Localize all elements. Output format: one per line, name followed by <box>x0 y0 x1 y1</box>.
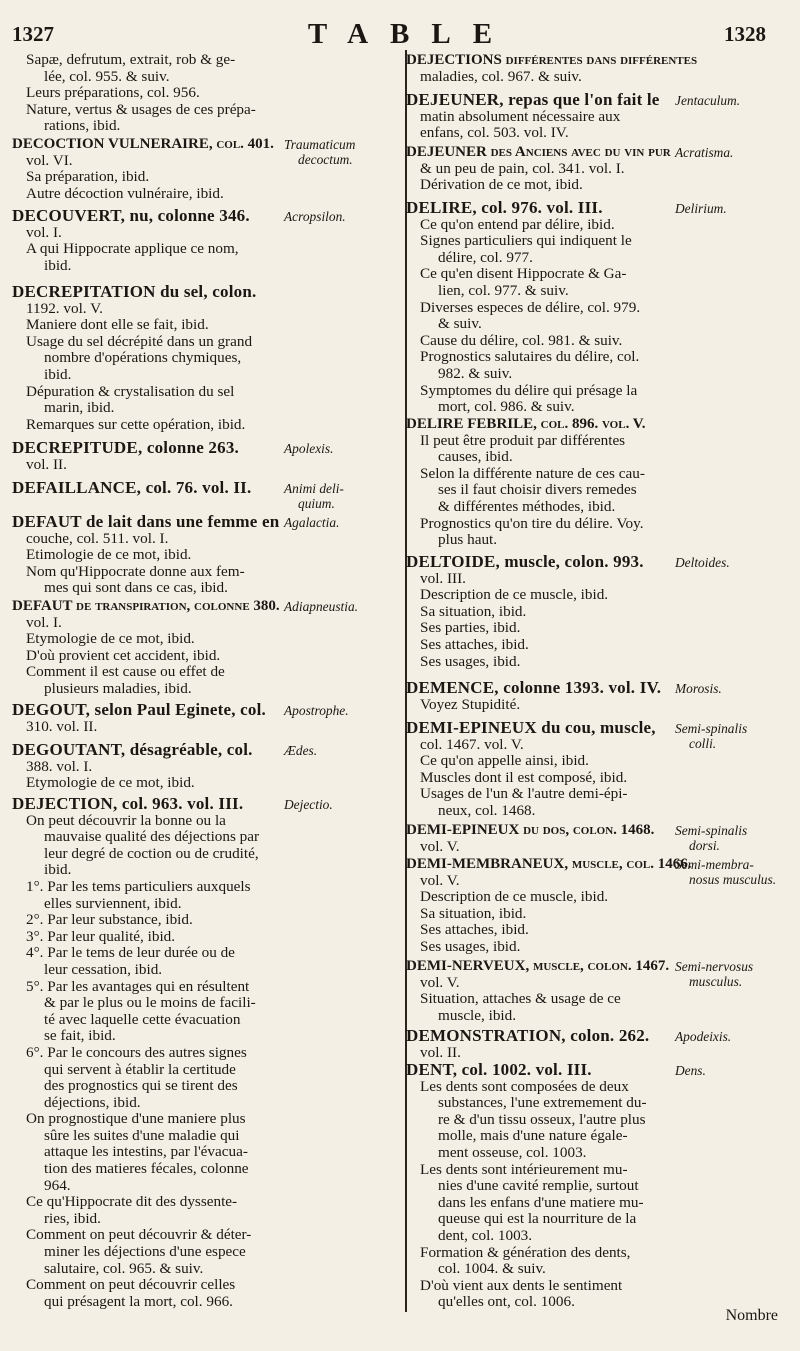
entry-subline: des prognostics qui se tirent des <box>44 1077 238 1095</box>
entry-subline: té avec laquelle cette évacuation <box>44 1010 241 1028</box>
latin-term-line: Apodeixis. <box>675 1029 732 1044</box>
entry-subline: Comment on peut découvrir celles <box>26 1276 236 1294</box>
entry-subline: leur cessation, ibid. <box>44 960 163 978</box>
entry-subline: causes, ibid. <box>438 448 513 466</box>
latin-term-line: Ædes. <box>284 743 318 758</box>
entry-subline: ment osseuse, col. 1003. <box>438 1143 587 1161</box>
latin-term-note <box>675 959 753 989</box>
index-entry <box>12 796 396 1310</box>
index-entry <box>12 702 396 735</box>
entry-subline: plusieurs maladies, ibid. <box>44 679 192 697</box>
entry-subline: & par le plus ou le moins de facili- <box>44 994 256 1012</box>
entry-subline: 2°. Par leur substance, ibid. <box>26 911 193 929</box>
entry-subline: lée, col. 955. & suiv. <box>44 67 170 85</box>
entry-subline: Autre décoction vulnéraire, ibid. <box>26 184 224 202</box>
entry-subline: Selon la différente nature de ces cau- <box>420 464 645 482</box>
entry-subline: 964. <box>44 1176 71 1194</box>
entry-subline: Remarques sur cette opération, ibid. <box>26 415 246 433</box>
index-entry <box>406 554 791 670</box>
entry-subline: délire, col. 977. <box>438 248 533 266</box>
index-entry <box>406 416 791 549</box>
index-entry <box>12 284 396 433</box>
index-entry <box>12 742 396 792</box>
index-entry <box>406 958 791 1024</box>
entry-subline: nies d'une cavité remplie, surtout <box>438 1177 639 1195</box>
entry-subline: Situation, attaches & usage de ce <box>420 990 621 1008</box>
entry-subline: Etymologie de ce mot, ibid. <box>26 774 195 792</box>
entry-subline: mes qui sont dans ce cas, ibid. <box>44 579 228 597</box>
entry-subline: Ses usages, ibid. <box>420 937 521 955</box>
entry-subline: 3°. Par leur qualité, ibid. <box>26 927 176 945</box>
entry-subline: muscle, ibid. <box>438 1006 517 1024</box>
entry-headword: DEFAILLANCE, col. 76. vol. II. <box>12 478 252 497</box>
entry-subline: lien, col. 977. & suiv. <box>438 281 569 299</box>
entry-subline: vol. II. <box>420 1043 461 1061</box>
entry-subline: ses il faut choisir divers remedes <box>438 481 637 499</box>
latin-term-line: Agalactia. <box>284 515 340 530</box>
latin-term-note <box>284 137 355 167</box>
entry-subline: Voyez Stupidité. <box>420 695 521 713</box>
entry-headword: DEGOUTANT, désagréable, col. <box>12 740 253 759</box>
latin-term-line: quium. <box>298 496 335 511</box>
entry-subline: & suiv. <box>438 315 482 333</box>
latin-term-line: decoctum. <box>298 152 353 167</box>
index-entry <box>12 478 396 511</box>
entry-subline: Ce qu'Hippocrate dit des dyssente- <box>26 1193 238 1211</box>
entry-headword: DEFAUT de transpiration, colonne 380. <box>12 598 280 614</box>
entry-subline: Comment il est cause ou effet de <box>26 663 225 681</box>
entry-subline: mort, col. 986. & suiv. <box>438 398 575 416</box>
latin-term-note <box>675 823 747 853</box>
index-entry <box>406 720 791 820</box>
entry-subline: Ce qu'on entend par délire, ibid. <box>420 215 615 233</box>
entry-headword: DEMI-EPINEUX du dos, colon. 1468. <box>406 822 655 838</box>
entry-subline: Etymologie de ce mot, ibid. <box>26 630 195 648</box>
latin-term-line: Delirium. <box>675 201 727 216</box>
entry-headword: DECREPITUDE, colonne 263. <box>12 438 239 457</box>
index-entry <box>406 1028 791 1061</box>
entry-subline: Cause du délire, col. 981. & suiv. <box>420 331 623 349</box>
entry-headword: DEMONSTRATION, colon. 262. <box>406 1026 650 1045</box>
entry-subline: Sa situation, ibid. <box>420 602 527 620</box>
entry-subline: Il peut être produit par différentes <box>420 431 626 449</box>
entry-subline: nombre d'opérations chymiques, <box>44 349 242 367</box>
entry-subline: Description de ce muscle, ibid. <box>420 586 609 604</box>
entry-subline: Prognostics salutaires du délire, col. <box>420 348 640 366</box>
entry-subline: Usages de l'un & l'autre demi-épi- <box>420 785 628 803</box>
entry-subline: 1°. Par les tems particuliers auxquels <box>26 877 251 895</box>
entry-subline: Sa situation, ibid. <box>420 904 527 922</box>
latin-term-line: Dens. <box>675 1063 706 1078</box>
latin-term-line: Dejectio. <box>284 797 333 812</box>
entry-subline: Nature, vertus & usages de ces prépa- <box>26 100 256 118</box>
entry-subline: tion des matieres fécales, colonne <box>44 1160 249 1178</box>
latin-term-line: Animi deli- <box>284 481 344 496</box>
entry-subline: 310. vol. II. <box>26 717 98 735</box>
entry-subline: Ses parties, ibid. <box>420 619 521 637</box>
entry-subline: enfans, col. 503. vol. IV. <box>420 124 569 142</box>
latin-term-note <box>675 857 776 887</box>
entry-subline: maladies, col. 967. & suiv. <box>420 67 582 85</box>
entry-subline: & différentes méthodes, ibid. <box>438 497 616 515</box>
latin-term-note <box>675 681 722 696</box>
entry-subline: Ses attaches, ibid. <box>420 921 529 939</box>
page-number-right: 1328 <box>724 22 766 46</box>
entry-subline: mauvaise qualité des déjections par <box>44 828 260 846</box>
entry-subline: dent, col. 1003. <box>438 1226 533 1244</box>
entry-headword: DEGOUT, selon Paul Eginete, col. <box>12 700 267 719</box>
entry-subline: sûre les suites d'une maladie qui <box>44 1126 240 1144</box>
entry-headword: DEJECTIONS différentes dans différentes <box>406 52 698 68</box>
entry-subline: Ce qu'en disent Hippocrate & Ga- <box>420 265 627 283</box>
index-entry <box>406 856 791 956</box>
index-entry <box>406 144 791 194</box>
entry-subline: ibid. <box>44 365 72 383</box>
index-entry <box>12 514 396 597</box>
entry-subline: Sa préparation, ibid. <box>26 168 150 186</box>
index-entry <box>406 200 791 416</box>
entry-subline: miner les déjections d'une espece <box>44 1243 246 1261</box>
entry-subline: rations, ibid. <box>44 117 121 135</box>
entry-subline: 388. vol. I. <box>26 757 93 775</box>
entry-headword: DECREPITATION du sel, colon. <box>12 282 257 301</box>
entry-subline: Description de ce muscle, ibid. <box>420 888 609 906</box>
index-entry <box>12 52 396 135</box>
latin-term-line: Deltoides. <box>675 555 730 570</box>
entry-subline: vol. V. <box>420 973 460 991</box>
latin-term-note <box>675 555 730 570</box>
latin-term-note <box>284 209 346 224</box>
entry-subline: ibid. <box>44 256 72 274</box>
latin-term-note <box>675 201 727 216</box>
entry-subline: Usage du sel décrépité dans un grand <box>26 332 253 350</box>
entry-headword: DEFAUT de lait dans une femme en <box>12 512 280 531</box>
index-entry <box>12 136 396 202</box>
entry-subline: 5°. Par les avantages qui en résultent <box>26 977 250 995</box>
entry-subline: Leurs préparations, col. 956. <box>26 84 200 102</box>
latin-term-note <box>284 441 333 456</box>
entry-subline: vol. V. <box>420 871 460 889</box>
entry-headword: DEMI-EPINEUX du cou, muscle, <box>406 718 656 737</box>
entry-subline: vol. VI. <box>26 151 73 169</box>
latin-term-line: Apostrophe. <box>284 703 349 718</box>
entry-subline: Ses usages, ibid. <box>420 652 521 670</box>
entry-subline: A qui Hippocrate applique ce nom, <box>26 240 239 258</box>
index-entry <box>12 208 396 274</box>
latin-term-note <box>284 703 349 718</box>
latin-term-line: Acropsilon. <box>284 209 346 224</box>
entry-subline: 4°. Par le tems de leur durée ou de <box>26 944 235 962</box>
entry-subline: Signes particuliers qui indiquent le <box>420 232 632 250</box>
latin-term-line: colli. <box>689 736 717 751</box>
entry-subline: Ce qu'on appelle ainsi, ibid. <box>420 752 589 770</box>
entry-subline: Les dents sont intérieurement mu- <box>420 1160 628 1178</box>
entry-headword: DEMI-MEMBRANEUX, muscle, col. 1466. <box>406 856 692 872</box>
entry-subline: qui servent à établir la certitude <box>44 1060 236 1078</box>
entry-subline: vol. V. <box>420 837 460 855</box>
latin-term-line: Apolexis. <box>284 441 334 456</box>
entry-subline: vol. III. <box>420 569 466 587</box>
entry-headword: DEMENCE, colonne 1393. vol. IV. <box>406 678 662 697</box>
entry-subline: se fait, ibid. <box>44 1027 116 1045</box>
entry-subline: vol. I. <box>26 613 62 631</box>
entry-subline: molle, mais d'une nature égale- <box>438 1127 628 1145</box>
entry-subline: Diverses especes de délire, col. 979. <box>420 298 641 316</box>
latin-term-line: Acratisma. <box>675 145 734 160</box>
latin-term-line: Semi-spinalis <box>675 721 748 736</box>
entry-subline: re & d'un tissu osseux, l'autre plus <box>438 1110 646 1128</box>
latin-term-note <box>675 1029 731 1044</box>
entry-subline: substances, l'une extremement du- <box>438 1094 647 1112</box>
entry-subline: matin absolument nécessaire aux <box>420 107 621 125</box>
latin-term-note <box>675 93 740 108</box>
catchword: Nombre <box>725 1307 778 1324</box>
index-entry <box>406 92 791 142</box>
latin-term-line: Traumaticum <box>284 137 356 152</box>
latin-term-note <box>675 145 733 160</box>
entry-subline: qui présagent la mort, col. 966. <box>44 1292 233 1310</box>
entry-subline: leur degré de coction ou de crudité, <box>44 844 259 862</box>
entry-subline: On prognostique d'une maniere plus <box>26 1110 246 1128</box>
latin-term-line: musculus. <box>689 974 743 989</box>
entry-subline: déjections, ibid. <box>44 1093 141 1111</box>
latin-term-line: Jentaculum. <box>675 93 741 108</box>
entry-subline: Ses attaches, ibid. <box>420 635 529 653</box>
entry-subline: col. 1004. & suiv. <box>438 1260 546 1278</box>
entry-headword: Sapæ, defrutum, extrait, rob & ge- <box>26 51 236 68</box>
entry-subline: & un peu de pain, col. 341. vol. I. <box>420 159 625 177</box>
index-entry <box>406 822 791 855</box>
latin-term-note <box>675 721 747 751</box>
entry-subline: neux, col. 1468. <box>438 801 536 819</box>
latin-term-line: Morosis. <box>675 681 722 696</box>
entry-subline: vol. II. <box>26 455 67 473</box>
page-number-left: 1327 <box>12 22 54 46</box>
entry-subline: couche, col. 511. vol. I. <box>26 529 169 547</box>
index-entry <box>12 598 396 698</box>
entry-subline: Les dents sont composées de deux <box>420 1077 629 1095</box>
entry-subline: ries, ibid. <box>44 1209 101 1227</box>
latin-term-note <box>284 515 339 530</box>
entry-subline: D'où vient aux dents le sentiment <box>420 1276 623 1294</box>
entry-headword: DEJEUNER, repas que l'on fait le <box>406 90 660 109</box>
entry-headword: DEMI-NERVEUX, muscle, colon. 1467. <box>406 958 670 974</box>
entry-subline: Comment on peut découvrir & déter- <box>26 1226 252 1244</box>
entry-subline: Etimologie de ce mot, ibid. <box>26 546 192 564</box>
entry-subline: attaque les intestins, par l'évacua- <box>44 1143 248 1161</box>
entry-subline: Formation & génération des dents, <box>420 1243 631 1261</box>
entry-subline: ibid. <box>44 861 72 879</box>
entry-subline: Prognostics qu'on tire du délire. Voy. <box>420 514 644 532</box>
entry-subline: Dérivation de ce mot, ibid. <box>420 176 583 194</box>
entry-subline: salutaire, col. 965. & suiv. <box>44 1259 204 1277</box>
entry-subline: Muscles dont il est composé, ibid. <box>420 768 628 786</box>
entry-subline: qu'elles ont, col. 1006. <box>438 1293 575 1311</box>
entry-subline: 6°. Par le concours des autres signes <box>26 1043 247 1061</box>
entry-subline: marin, ibid. <box>44 399 115 417</box>
entry-headword: DECOCTION VULNERAIRE, col. 401. <box>12 136 274 152</box>
latin-term-line: dorsi. <box>689 838 720 853</box>
index-entry <box>406 52 791 85</box>
entry-subline: 1192. vol. V. <box>26 299 103 317</box>
entry-headword: DECOUVERT, nu, colonne 346. <box>12 206 250 225</box>
entry-subline: elles surviennent, ibid. <box>44 894 182 912</box>
entry-subline: queuse qui est la nourriture de la <box>438 1210 637 1228</box>
latin-term-line: Semi-nervosus <box>675 959 754 974</box>
entry-headword: DELTOIDE, muscle, colon. 993. <box>406 552 644 571</box>
index-entry <box>406 680 791 713</box>
entry-subline: Maniere dont elle se fait, ibid. <box>26 316 209 334</box>
latin-term-note <box>284 797 333 812</box>
entry-subline: vol. I. <box>26 223 62 241</box>
entry-subline: col. 1467. vol. V. <box>420 735 524 753</box>
latin-term-line: Semi-membra- <box>675 857 754 872</box>
entry-headword: DENT, col. 1002. vol. III. <box>406 1060 592 1079</box>
entry-headword: DELIRE FEBRILE, col. 896. vol. V. <box>406 416 646 432</box>
page-title: TABLE <box>307 18 515 50</box>
entry-headword: DELIRE, col. 976. vol. III. <box>406 198 603 217</box>
entry-headword: DEJEUNER des Anciens avec du vin pur <box>406 144 671 160</box>
latin-term-line: nosus musculus. <box>689 872 777 887</box>
latin-term-note <box>675 1063 706 1078</box>
index-entry <box>406 1062 791 1311</box>
page-header <box>0 20 800 50</box>
entry-subline: Symptomes du délire qui présage la <box>420 381 638 399</box>
entry-subline: Dépuration & crystalisation du sel <box>26 382 235 400</box>
index-entry <box>12 440 396 473</box>
latin-term-note <box>284 481 344 511</box>
entry-subline: plus haut. <box>438 531 498 549</box>
entry-subline: dans les enfans d'une matiere mu- <box>438 1193 644 1211</box>
entry-subline: D'où provient cet accident, ibid. <box>26 646 221 664</box>
latin-term-note <box>284 743 317 758</box>
latin-term-note <box>284 599 358 614</box>
entry-subline: Nom qu'Hippocrate donne aux fem- <box>26 562 245 580</box>
entry-headword: DEJECTION, col. 963. vol. III. <box>12 794 244 813</box>
entry-subline: On peut découvrir la bonne ou la <box>26 811 226 829</box>
latin-term-line: Adiapneustia. <box>284 599 359 614</box>
latin-term-line: Semi-spinalis <box>675 823 748 838</box>
entry-subline: 982. & suiv. <box>438 364 513 382</box>
